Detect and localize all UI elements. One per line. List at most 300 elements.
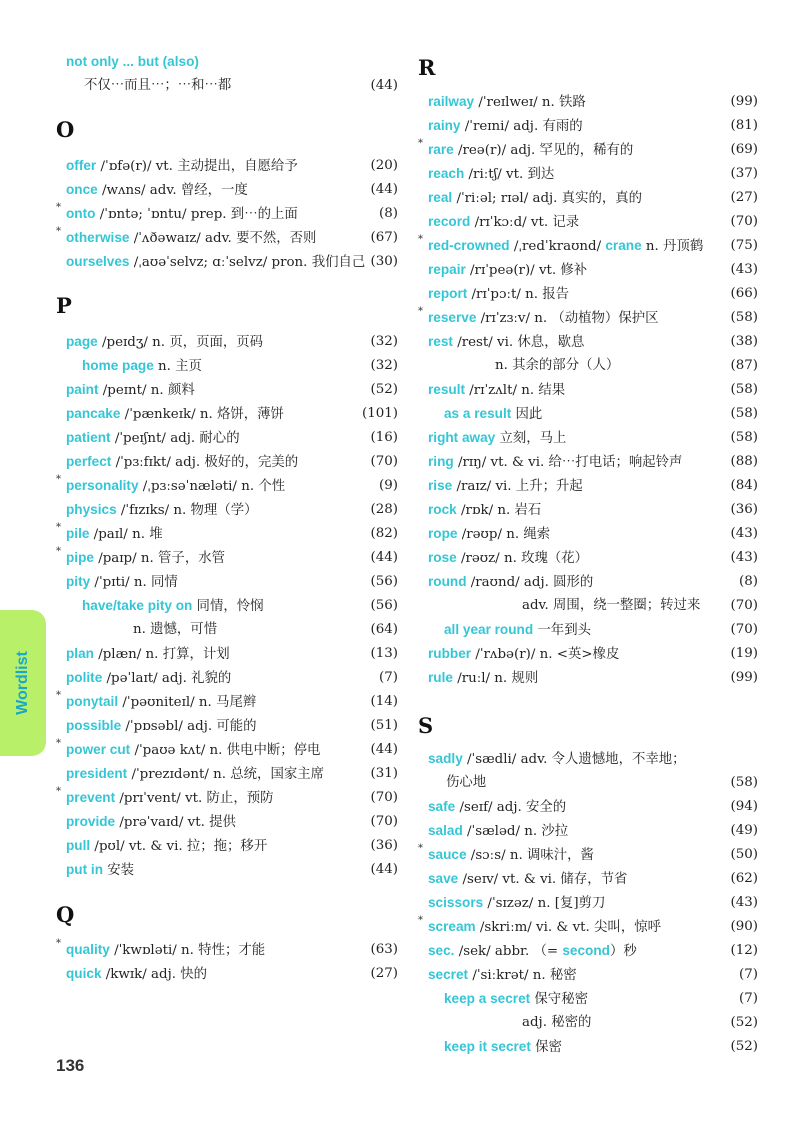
definition: /rɒk/ n. 岩石: [456, 503, 542, 518]
entry-text: [428, 282, 569, 307]
asterisk-marker: *: [56, 522, 61, 533]
headword: repair: [428, 262, 466, 277]
word-entry: [56, 810, 398, 834]
entry-text: [66, 786, 274, 811]
definition: /ˈreɪni/ adj. 有雨的: [460, 119, 583, 134]
word-entry: [56, 354, 398, 378]
definition: /prɪˈvent/ vt. 防止，预防: [115, 791, 274, 806]
word-entry: [418, 642, 758, 666]
entry-text: [66, 938, 265, 963]
page-reference: (44): [370, 742, 398, 757]
headword: quality: [66, 942, 110, 957]
entry-text: [133, 618, 217, 642]
headword: rule: [428, 670, 453, 685]
page-reference: (38): [730, 334, 758, 349]
page-reference: (69): [730, 142, 758, 157]
headword: ring: [428, 454, 454, 469]
page-reference: (88): [730, 454, 758, 469]
entry-text: [66, 738, 320, 763]
page-reference: (27): [370, 966, 398, 981]
word-entry: [56, 450, 398, 474]
definition: /ˈrʌbə(r)/ n. <英>橡皮: [471, 647, 620, 662]
word-entry: [418, 258, 758, 282]
definition: 不仅⋯而且⋯；⋯和⋯都: [84, 78, 232, 93]
definition: /ˈpəʊniteɪl/ n. 马尾辫: [118, 695, 257, 710]
definition: 保密: [530, 1040, 562, 1055]
entry-text: [66, 834, 267, 859]
entry-text: [428, 450, 682, 475]
entry-text: [66, 474, 285, 499]
entry-text: [522, 1011, 591, 1035]
headword: patient: [66, 430, 111, 445]
entry-text: [66, 810, 236, 835]
entry-text: [428, 210, 579, 235]
entry-text: [82, 594, 264, 619]
entry-text: [66, 178, 248, 203]
page-reference: (19): [730, 646, 758, 661]
page-reference: (70): [370, 790, 398, 805]
page-reference: (16): [370, 430, 398, 445]
page-reference: (43): [730, 262, 758, 277]
word-entry: [56, 522, 398, 546]
page-reference: (32): [370, 334, 398, 349]
word-entry: [56, 154, 398, 178]
word-entry: [56, 378, 398, 402]
word-entry: [56, 426, 398, 450]
definition: /ˈpænkeɪk/ n. 烙饼，薄饼: [120, 407, 284, 422]
definition: /ruːl/ n. 规则: [452, 671, 539, 686]
word-entry: [418, 843, 758, 867]
headword: safe: [428, 799, 456, 814]
page-reference: (58): [730, 775, 758, 790]
page-reference: (56): [370, 574, 398, 589]
headword: sauce: [428, 847, 467, 862]
headword: pancake: [66, 406, 121, 421]
asterisk-marker: *: [418, 843, 423, 854]
definition: /rɪˈpɔːt/ n. 报告: [467, 287, 570, 302]
definition: adv. 周围，绕一整圈；转过来: [522, 598, 701, 613]
section-letter: R: [418, 55, 436, 80]
definition: /ˈsiːkrət/ n. 秘密: [468, 968, 577, 983]
word-entry: [418, 867, 758, 891]
word-entry: [56, 690, 398, 714]
definition: /wʌns/ adv. 曾经，一度: [97, 183, 248, 198]
entry-text: [84, 74, 231, 98]
page-reference: (58): [730, 406, 758, 421]
headword: pity: [66, 574, 91, 589]
definition: 同情，怜悯: [192, 599, 264, 614]
word-entry: [56, 714, 398, 738]
page-reference: (94): [730, 799, 758, 814]
definition: /ˈkwɒləti/ n. 特性；才能: [109, 943, 266, 958]
definition: /ˈsædli/ adv. 令人遗憾地，不幸地；: [462, 752, 686, 767]
definition: n. 主页: [153, 359, 202, 374]
word-entry: [56, 402, 398, 426]
headword: personality: [66, 478, 139, 493]
headword: rise: [428, 478, 453, 493]
word-entry: [418, 234, 758, 258]
entry-text: [66, 522, 163, 547]
entry-text: [495, 354, 619, 378]
page-reference: (50): [730, 847, 758, 862]
entry-text: [444, 618, 591, 643]
entry-text: [428, 426, 566, 451]
entry-text: [444, 987, 588, 1012]
entry-text: [66, 962, 207, 987]
definition: 一年到头: [533, 623, 591, 638]
asterisk-marker: *: [56, 474, 61, 485]
definition: /ˈfɪzɪks/ n. 物理（学）: [116, 503, 258, 518]
word-entry: [418, 747, 758, 771]
asterisk-marker: *: [56, 226, 61, 237]
asterisk-marker: *: [418, 234, 423, 245]
asterisk-marker: *: [418, 915, 423, 926]
headword: reserve: [428, 310, 477, 325]
definition: /seɪv/ vt. & vi. 储存，节省: [458, 872, 628, 887]
word-entry: [418, 963, 758, 987]
section-letter: Q: [56, 902, 75, 927]
headword: save: [428, 871, 459, 886]
entry-text: [66, 666, 231, 691]
definition: /ˈɒfə(r)/ vt. 主动提出，自愿给予: [96, 159, 298, 174]
entry-text: [428, 258, 587, 283]
word-entry: [56, 594, 398, 618]
page-reference: (37): [730, 166, 758, 181]
headword: result: [428, 382, 466, 397]
word-entry: [56, 50, 398, 74]
headword: ponytail: [66, 694, 119, 709]
page-reference: (14): [370, 694, 398, 709]
word-entry: [56, 938, 398, 962]
entry-text: [444, 1035, 562, 1060]
headword: crane: [605, 238, 642, 253]
section-letter: O: [56, 117, 75, 142]
entry-text: [428, 474, 583, 499]
page-reference: (27): [730, 190, 758, 205]
headword: keep it secret: [444, 1039, 531, 1054]
page-reference: (52): [730, 1015, 758, 1030]
page-reference: (58): [730, 310, 758, 325]
entry-text: [428, 747, 686, 772]
word-entry: [56, 858, 398, 882]
entry-text: [66, 402, 284, 427]
word-entry: [56, 786, 398, 810]
headword: once: [66, 182, 98, 197]
definition: /ˌredˈkraʊnd/: [509, 239, 606, 254]
page-reference: (44): [370, 862, 398, 877]
entry-text: [428, 795, 566, 820]
word-entry: [56, 666, 398, 690]
page-reference: (63): [370, 942, 398, 957]
headword: have/take pity on: [82, 598, 193, 613]
definition: /rɪˈzʌlt/ n. 结果: [465, 383, 566, 398]
page-reference: (49): [730, 823, 758, 838]
headword: sec.: [428, 943, 455, 958]
page-reference: (99): [730, 670, 758, 685]
page-reference: (64): [370, 622, 398, 637]
word-entry: [418, 570, 758, 594]
word-entry: [418, 354, 758, 378]
definition: /raɪz/ vi. 上升；升起: [452, 479, 583, 494]
page-reference: (9): [379, 478, 398, 493]
definition: /kwɪk/ adj. 快的: [101, 967, 208, 982]
page-reference: (67): [370, 230, 398, 245]
entry-text: [428, 114, 583, 139]
definition: /ˌpɜːsəˈnæləti/ n. 个性: [138, 479, 286, 494]
definition: /rest/ vi. 休息，歇息: [452, 335, 585, 350]
page-reference: (87): [730, 358, 758, 373]
definition: /paɪp/ n. 管子，水管: [93, 551, 225, 566]
entry-text: [428, 330, 584, 355]
entry-text: [66, 226, 316, 251]
headword: round: [428, 574, 467, 589]
page-reference: (82): [370, 526, 398, 541]
page-number: 136: [56, 1056, 85, 1075]
definition: /plæn/ n. 打算，计划: [93, 647, 230, 662]
entry-text: [66, 378, 195, 403]
word-entry: [56, 202, 398, 226]
definition: /ˈreɪlweɪ/ n. 铁路: [474, 95, 586, 110]
headword: polite: [66, 670, 103, 685]
word-entry: [418, 498, 758, 522]
word-entry: [56, 74, 398, 98]
entry-text: [66, 202, 298, 227]
definition: /rɪˈkɔːd/ vt. 记录: [470, 215, 580, 230]
entry-text: [428, 498, 541, 523]
word-entry: [56, 226, 398, 250]
page-reference: (28): [370, 502, 398, 517]
headword: pile: [66, 526, 90, 541]
headword: railway: [428, 94, 475, 109]
definition: /ˈpeɪʃnt/ adj. 耐心的: [110, 431, 240, 446]
asterisk-marker: *: [56, 690, 61, 701]
entry-text: [66, 330, 263, 355]
definition: n. 遗憾，可惜: [133, 622, 218, 637]
definition: /pʊl/ vt. & vi. 拉；拖；移开: [90, 839, 268, 854]
page-reference: (70): [370, 454, 398, 469]
entry-text: [428, 138, 633, 163]
page-reference: (58): [730, 430, 758, 445]
section-letter: P: [56, 293, 72, 318]
word-entry: [418, 1035, 758, 1059]
word-entry: [56, 570, 398, 594]
definition: /riːtʃ/ vt. 到达: [464, 167, 555, 182]
entry-text: [522, 594, 700, 618]
entry-text: [428, 570, 593, 595]
page-reference: (8): [739, 574, 758, 589]
entry-text: [66, 50, 199, 75]
asterisk-marker: *: [56, 202, 61, 213]
entry-text: [66, 154, 298, 179]
definition: /ˈsɪzəz/ n. [复]剪刀: [483, 896, 606, 911]
entry-text: [428, 378, 565, 403]
entry-text: [428, 867, 627, 892]
page-reference: (56): [370, 598, 398, 613]
page-reference: (31): [370, 766, 398, 781]
word-entry: [56, 330, 398, 354]
headword: pipe: [66, 550, 94, 565]
definition: /pəˈlaɪt/ adj. 礼貌的: [102, 671, 232, 686]
page-reference: (52): [370, 382, 398, 397]
word-entry: [56, 178, 398, 202]
headword: plan: [66, 646, 94, 661]
entry-text: [66, 762, 324, 787]
asterisk-marker: *: [418, 138, 423, 149]
word-entry: [56, 762, 398, 786]
word-entry: [418, 891, 758, 915]
word-entry: [418, 915, 758, 939]
headword: secret: [428, 967, 469, 982]
page-reference: (44): [370, 78, 398, 93]
entry-text: [444, 402, 542, 427]
headword: real: [428, 190, 453, 205]
word-entry: [56, 250, 398, 274]
word-entry: [418, 162, 758, 186]
entry-text: [446, 771, 486, 795]
page-reference: (90): [730, 919, 758, 934]
page-reference: (101): [361, 406, 398, 421]
definition: adj. 秘密的: [522, 1015, 592, 1030]
headword: offer: [66, 158, 97, 173]
headword: second: [562, 943, 610, 958]
definition: 伤心地: [446, 775, 487, 790]
headword: red-crowned: [428, 238, 510, 253]
entry-text: [428, 306, 659, 331]
entry-text: [428, 522, 550, 547]
headword: physics: [66, 502, 117, 517]
entry-text: [66, 642, 230, 667]
asterisk-marker: *: [56, 546, 61, 557]
word-entry: [56, 474, 398, 498]
headword: scissors: [428, 895, 484, 910]
page-reference: (70): [730, 622, 758, 637]
definition: /ˈʌðəwaɪz/ adv. 要不然，否则: [129, 231, 317, 246]
definition: 安装: [103, 863, 135, 878]
headword: keep a secret: [444, 991, 531, 1006]
entry-text: [428, 939, 637, 964]
entry-text: [428, 546, 588, 571]
headword: onto: [66, 206, 96, 221]
word-entry: [418, 330, 758, 354]
definition: /ˈriːəl; rɪəl/ adj. 真实的，真的: [452, 191, 643, 206]
entry-text: [66, 690, 256, 715]
word-entry: [418, 795, 758, 819]
word-entry: [418, 450, 758, 474]
asterisk-marker: *: [56, 938, 61, 949]
word-entry: [418, 210, 758, 234]
page-reference: (36): [730, 502, 758, 517]
headword: president: [66, 766, 128, 781]
headword: ourselves: [66, 254, 130, 269]
entry-text: [66, 250, 365, 275]
headword: pull: [66, 838, 91, 853]
headword: all year round: [444, 622, 534, 637]
word-entry: [418, 426, 758, 450]
page-reference: (43): [730, 526, 758, 541]
entry-text: [428, 186, 642, 211]
word-entry: [418, 186, 758, 210]
definition: 因此: [511, 407, 543, 422]
definition: /ˈpɪti/ n. 同情: [90, 575, 178, 590]
entry-text: [66, 546, 225, 571]
definition: /sɔːs/ n. 调味汁，酱: [466, 848, 594, 863]
headword: prevent: [66, 790, 116, 805]
page-reference: (84): [730, 478, 758, 493]
entry-text: [428, 819, 568, 844]
entry-text: [428, 642, 619, 667]
headword: perfect: [66, 454, 112, 469]
headword: page: [66, 334, 98, 349]
side-tab-label: Wordlist: [14, 651, 31, 715]
definition: n. 丹顶鹤: [641, 239, 704, 254]
headword: put in: [66, 862, 103, 877]
word-entry: [418, 378, 758, 402]
headword: provide: [66, 814, 116, 829]
entry-text: [428, 963, 577, 988]
definition: /prəˈvaɪd/ vt. 提供: [115, 815, 236, 830]
entry-text: [66, 426, 240, 451]
word-entry: [56, 962, 398, 986]
definition: /rəʊp/ n. 绳索: [457, 527, 551, 542]
word-entry: [418, 282, 758, 306]
definition: /peɪdʒ/ n. 页，页面，页码: [97, 335, 264, 350]
page-reference: (7): [739, 991, 758, 1006]
page-reference: (58): [730, 382, 758, 397]
page-reference: (44): [370, 182, 398, 197]
entry-text: [428, 90, 586, 115]
word-entry: [418, 666, 758, 690]
definition: /ˈɒntə; ˈɒntu/ prep. 到⋯的上面: [95, 207, 298, 222]
word-entry: [418, 987, 758, 1011]
headword: right away: [428, 430, 496, 445]
definition: /rɪˈpeə(r)/ vt. 修补: [465, 263, 588, 278]
entry-text: [428, 891, 605, 916]
definition: /rəʊz/ n. 玫瑰（花）: [456, 551, 589, 566]
headword: rare: [428, 142, 454, 157]
headword: quick: [66, 966, 102, 981]
definition: /rɪˈzɜːv/ n. （动植物）保护区: [476, 311, 659, 326]
word-entry: [418, 402, 758, 426]
page-reference: (66): [730, 286, 758, 301]
word-entry: [418, 474, 758, 498]
page-reference: (44): [370, 550, 398, 565]
page-reference: (12): [730, 943, 758, 958]
headword: report: [428, 286, 468, 301]
word-entry: [418, 1011, 758, 1035]
page-reference: (81): [730, 118, 758, 133]
page-reference: (43): [730, 550, 758, 565]
headword: not only ... but (also): [66, 54, 199, 69]
definition: /ˈpɜːfɪkt/ adj. 极好的，完美的: [111, 455, 299, 470]
asterisk-marker: *: [56, 786, 61, 797]
page-reference: (7): [739, 967, 758, 982]
definition: 立刻，马上: [495, 431, 567, 446]
definition: /reə(r)/ adj. 罕见的，稀有的: [453, 143, 634, 158]
headword: paint: [66, 382, 99, 397]
word-entry: [418, 90, 758, 114]
page-reference: (70): [370, 814, 398, 829]
definition: /rɪŋ/ vt. & vi. 给⋯打电话；响起铃声: [453, 455, 683, 470]
page-reference: (51): [370, 718, 398, 733]
headword: otherwise: [66, 230, 130, 245]
entry-text: [66, 570, 178, 595]
word-entry: [418, 522, 758, 546]
entry-text: [428, 666, 538, 691]
entry-text: [428, 234, 703, 259]
word-entry: [418, 771, 758, 795]
entry-text: [66, 714, 257, 739]
page-reference: (43): [730, 895, 758, 910]
